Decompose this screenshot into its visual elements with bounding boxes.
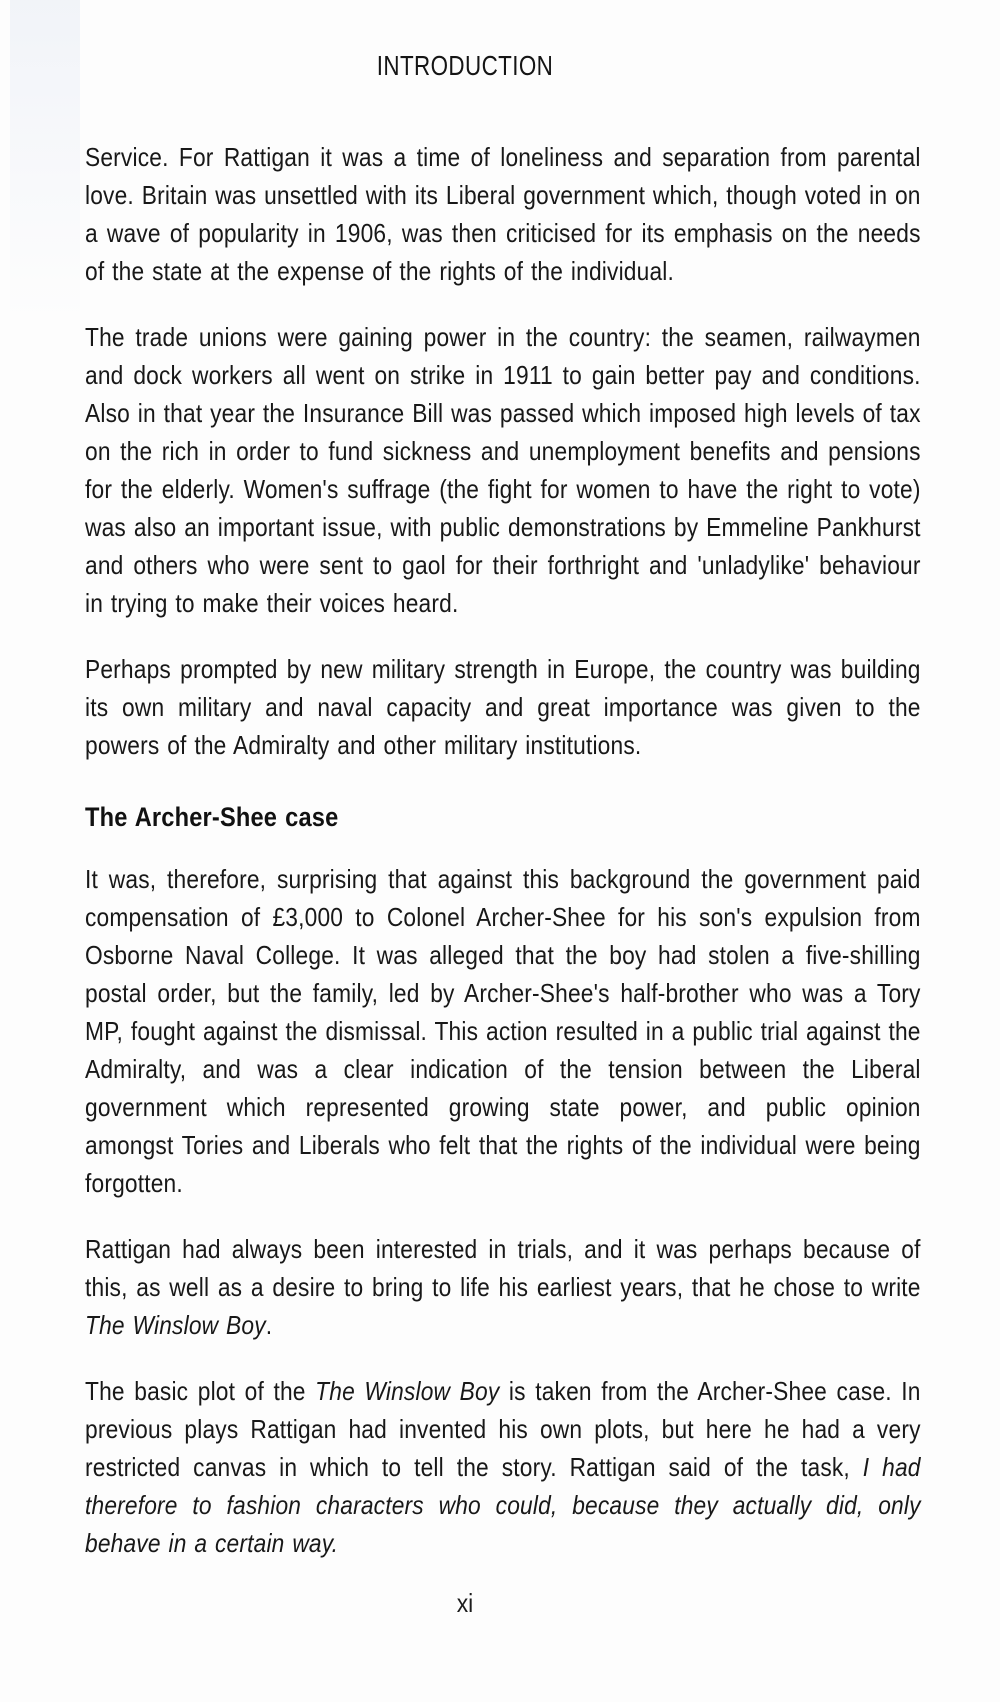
page-number: xi: [456, 1588, 474, 1618]
text-run: Rattigan had always been interested in trials, and it was perhaps because of this, as well as a desire to bring to life his earliest years, that he chose to write: [85, 1234, 921, 1302]
section-heading-4: [85, 798, 921, 836]
scan-artifact-shade: [10, 0, 80, 320]
italic-text-run: The Winslow Boy: [315, 1376, 500, 1406]
page-header-title: INTRODUCTION: [376, 50, 554, 81]
paragraph-7: [85, 1372, 921, 1562]
text-run: It was, therefore, surprising that against this background the government paid compensation of £3,000 to Colonel Archer-Shee for his son's expulsion from Osborne Naval College. It was alleged that the boy had stolen a five-shilling postal order, but the family, led by Archer-Shee's half-brother who was a Tory MP, fought against the dismissal. This action resulted in a public trial against the Admiralty, and was a clear indication of the tension between the Liberal government which represented growing state power, and public opinion amongst Tories and Liberals who felt that the rights of the individual were being forgotten.: [85, 864, 921, 1198]
italic-text-run: I had therefore to fashion characters who could, because they actually did, only behave in a certain way.: [85, 1452, 921, 1558]
text-run: is taken from the Archer-Shee case. In previous plays Rattigan had invented his own plots, but here he had a very restricted canvas in which to tell the story. Rattigan said of the task,: [85, 1376, 921, 1482]
text-run: The Archer-Shee case: [85, 802, 339, 832]
text-run: Service. For Rattigan it was a time of loneliness and separation from parental love. Britain was unsettled with its Liberal government which, though voted in on a wave of popularity in 1906, was then criticised for its emphasis on the needs of the state at the expense of the rights of the individual.: [85, 142, 921, 286]
text-run: The trade unions were gaining power in the country: the seamen, railwaymen and dock workers all went on strike in 1911 to gain better pay and conditions. Also in that year the Insurance Bill was passed which imposed high levels of tax on the rich in order to fund sickness and unemployment benefits and pensions for the elderly. Women's suffrage (the fight for women to have the right to vote) was also an important issue, with public demonstrations by Emmeline Pankhurst and others who were sent to gaol for their forthright and 'unladylike' behaviour in trying to make their voices heard.: [85, 322, 921, 618]
page-body: [85, 138, 921, 1590]
paragraph-3: [85, 650, 921, 764]
paragraph-5: [85, 860, 921, 1202]
text-run: Perhaps prompted by new military strength in Europe, the country was building its own military and naval capacity and great importance was given to the powers of the Admiralty and other military institutions.: [85, 654, 921, 760]
italic-text-run: The Winslow Boy: [85, 1310, 266, 1340]
paragraph-6: [85, 1230, 921, 1344]
paragraph-1: [85, 138, 921, 290]
paragraph-2: [85, 318, 921, 622]
text-run: The basic plot of the: [85, 1376, 316, 1406]
text-run: .: [265, 1310, 273, 1340]
